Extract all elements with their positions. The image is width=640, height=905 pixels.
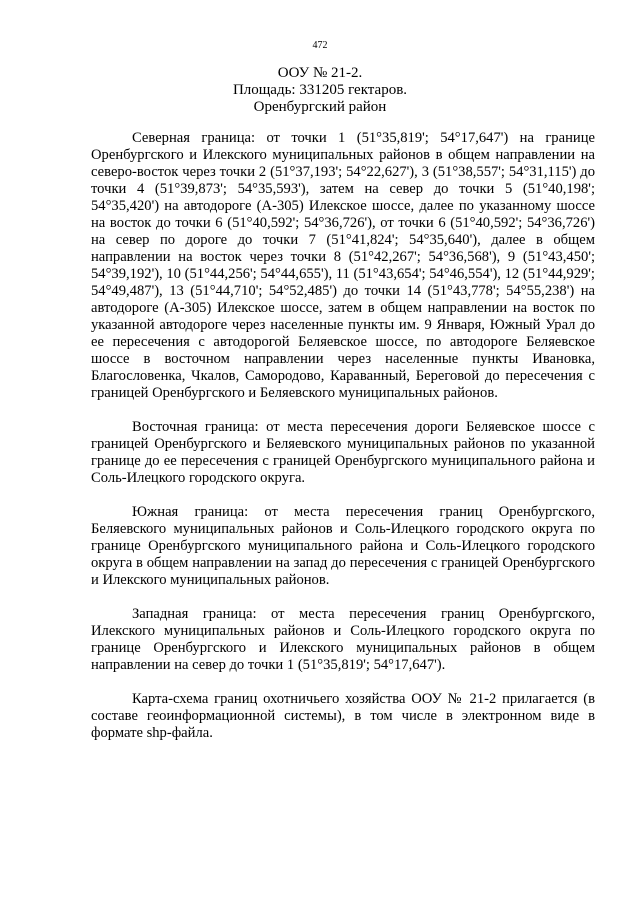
page-number: 472 (312, 40, 328, 51)
paragraph-south-border: Южная граница: от места пересечения границ Оренбургского, Беляевского муниципальных районов и Соль-Илецкого городского округа по границе Оренбургского муниципального района и Соль-Илецкого городского округа в общем направлении на запад до пересечения с границей Оренбургского и Илекского муниципальных районов. (91, 504, 595, 588)
document-title: ООУ № 21-2. (277, 65, 363, 81)
document-header (0, 65, 640, 116)
paragraph-west-border: Западная граница: от места пересечения границ Оренбургского, Илекского муниципальных районов и Соль-Илецкого городского округа по границе Оренбургского и Илекского муниципальных районов в общем направлении на север до точки 1 (51°35,819'; 54°17,647'). (91, 606, 595, 673)
area-line: Площадь: 331205 гектаров. (232, 82, 408, 98)
paragraph-north-border: Северная граница: от точки 1 (51°35,819'; 54°17,647') на границе Оренбургского и Илекского муниципальных районов в общем направлении на северо-восток через точки 2 (51°37,193'; 54°22,627'), 3 (51°38,557'; 54°31,115') до точки 4 (51°39,873'; 54°35,593'), затем на север до точки 5 (51°40,198'; 54°35,420') на автодороге (А-305) Илекское шоссе, далее по указанному шоссе на восток до точки 6 (51°40,592'; 54°36,726'), от точки 6 (51°40,592'; 54°36,726') на север по дороге до точки 7 (51°41,824'; 54°35,640'), далее в общем направлении на восток через точки 8 (51°42,267'; 54°36,568'), 9 (51°43,450'; 54°39,192'), 10 (51°44,256'; 54°44,655'), 11 (51°43,654'; 54°46,554'), 12 (51°44,929'; 54°49,487'), 13 (51°44,710'; 54°52,485') до точки 14 (51°43,778'; 54°55,238') на автодороге (А-305) Илекское шоссе, затем в общем направлении на восток по указанной автодороге через населенные пункты им. 9 Января, Южный Урал до ее пересечения с автодорогой Беляевское шоссе, по автодороге Беляевское шоссе в восточном направлении через населенные пункты Ивановка, Благословенка, Чкалов, Самородово, Караванный, Береговой до пересечения с границей Оренбургского и Беляевского муниципальных районов. (91, 130, 595, 401)
document-body (91, 130, 595, 759)
district-line: Оренбургский район (253, 99, 387, 115)
paragraph-map-note: Карта-схема границ охотничьего хозяйства ООУ № 21-2 прилагается (в составе геоинформационной системы), в том числе в электронном виде в формате shp-файла. (91, 691, 595, 741)
paragraph-east-border: Восточная граница: от места пересечения дороги Беляевское шоссе с границей Оренбургского и Беляевского муниципальных районов по указанной границе до ее пересечения с границей Оренбургского муниципального района и Соль-Илецкого городского округа. (91, 419, 595, 486)
